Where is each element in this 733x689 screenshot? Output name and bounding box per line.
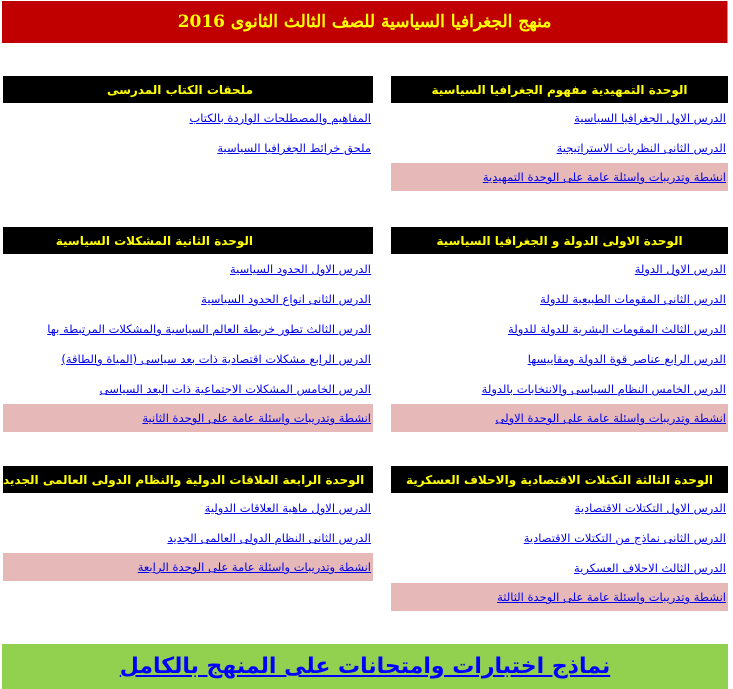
lesson-link[interactable]: الدرس الثانى نماذج من التكتلات الاقتصادية bbox=[523, 531, 726, 545]
list-item bbox=[391, 344, 728, 374]
list-item bbox=[391, 523, 728, 553]
unit-1-header: الوحدة الاولى الدولة و الجغرافيا السياسية bbox=[391, 227, 728, 254]
exercise-link[interactable]: انشطة وتدريبات واسئلة عامة على الوحدة الثانية bbox=[142, 411, 371, 425]
list-item bbox=[3, 133, 373, 163]
exams-link[interactable]: نماذج اختبارات وامتحانات على المنهج بالكامل bbox=[119, 654, 611, 679]
list-item bbox=[391, 284, 728, 314]
lesson-link[interactable]: الدرس الثانى النظريات الاستراتيجية bbox=[556, 141, 726, 155]
list-item bbox=[391, 493, 728, 523]
list-item bbox=[391, 103, 728, 133]
lesson-link[interactable]: الدرس الاول الحدود السياسية bbox=[230, 262, 371, 276]
unit-2-block bbox=[3, 227, 373, 432]
unit-3-block bbox=[391, 466, 728, 611]
lesson-link[interactable]: الدرس الثانى المقومات الطبيعية للدولة bbox=[540, 292, 726, 306]
list-item bbox=[391, 314, 728, 344]
list-item bbox=[3, 254, 373, 284]
exams-banner bbox=[2, 644, 728, 689]
lesson-link[interactable]: الدرس الاول الدولة bbox=[634, 262, 726, 276]
list-item bbox=[391, 133, 728, 163]
lesson-link[interactable]: الدرس الثالث الاحلاف العسكرية bbox=[574, 561, 726, 575]
list-item bbox=[391, 374, 728, 404]
unit-1-block bbox=[391, 227, 728, 432]
lesson-link[interactable]: الدرس الثالث تطور خريطة العالم السياسية والمشكلات المرتبطة بها bbox=[47, 322, 371, 336]
exercise-link[interactable]: انشطة وتدريبات واسئلة عامة على الوحدة الرابعة bbox=[137, 560, 371, 574]
exercise-link[interactable]: انشطة وتدريبات واسئلة عامة على الوحدة الاولى bbox=[495, 411, 726, 425]
unit-4-header: الوحدة الرابعة العلاقات الدولية والنظام الدولى العالمى الجديد bbox=[3, 466, 373, 493]
exercise-link[interactable]: انشطة وتدريبات واسئلة عامة على الوحدة الثالثة bbox=[497, 590, 726, 604]
appendix-link[interactable]: ملحق خرائط الجغرافيا السياسية bbox=[217, 141, 371, 155]
appendix-block bbox=[3, 76, 373, 163]
lesson-link[interactable]: الدرس الاول ماهية العلاقات الدولية bbox=[204, 501, 371, 515]
lesson-link[interactable]: الدرس الاول التكتلات الاقتصادية bbox=[574, 501, 726, 515]
exercise-row bbox=[3, 553, 373, 581]
exercise-row bbox=[391, 583, 728, 611]
list-item bbox=[3, 344, 373, 374]
unit-4-block bbox=[3, 466, 373, 581]
list-item bbox=[3, 103, 373, 133]
unit-3-header: الوحدة الثالثة التكتلات الاقتصادية والاحلاف العسكرية bbox=[391, 466, 728, 493]
exercise-row bbox=[391, 163, 728, 191]
list-item bbox=[391, 553, 728, 583]
lesson-link[interactable]: الدرس الاول الجغرافيا السياسية bbox=[574, 111, 726, 125]
list-item bbox=[3, 314, 373, 344]
appendix-header: ملحقات الكتاب المدرسى bbox=[3, 76, 373, 103]
list-item bbox=[3, 523, 373, 553]
unit-intro-header: الوحدة التمهيدية مفهوم الجغرافيا السياسية bbox=[391, 76, 728, 103]
appendix-link[interactable]: المفاهيم والمصطلحات الواردة بالكتاب bbox=[189, 111, 371, 125]
list-item bbox=[3, 284, 373, 314]
lesson-link[interactable]: الدرس الخامس النظام السياسى والانتخابات بالدولة bbox=[481, 382, 726, 396]
unit-2-header: الوحدة الثانية المشكلات السياسية bbox=[3, 227, 373, 254]
lesson-link[interactable]: الدرس الخامس المشكلات الاجتماعية ذات البعد السياسى bbox=[99, 382, 371, 396]
lesson-link[interactable]: الدرس الثانى انواع الحدود السياسية bbox=[201, 292, 371, 306]
list-item bbox=[3, 374, 373, 404]
lesson-link[interactable]: الدرس الرابع عناصر قوة الدولة ومقاييسها bbox=[527, 352, 726, 366]
lesson-link[interactable]: الدرس الثالث المقومات البشرية للدولة للدولة bbox=[508, 322, 726, 336]
page-title: منهج الجغرافيا السياسية للصف الثالث الثانوى 2016 bbox=[2, 1, 728, 43]
lesson-link[interactable]: الدرس الرابع مشكلات اقتصادية ذات بعد سياسى (المياة والطاقة) bbox=[61, 352, 371, 366]
exercise-link[interactable]: انشطة وتدريبات واسئلة عامة على الوحدة التمهيدية bbox=[482, 170, 726, 184]
list-item bbox=[391, 254, 728, 284]
list-item bbox=[3, 493, 373, 523]
exercise-row bbox=[3, 404, 373, 432]
exercise-row bbox=[391, 404, 728, 432]
unit-intro-block bbox=[391, 76, 728, 191]
lesson-link[interactable]: الدرس الثانى النظام الدولى العالمى الجديد bbox=[167, 531, 371, 545]
